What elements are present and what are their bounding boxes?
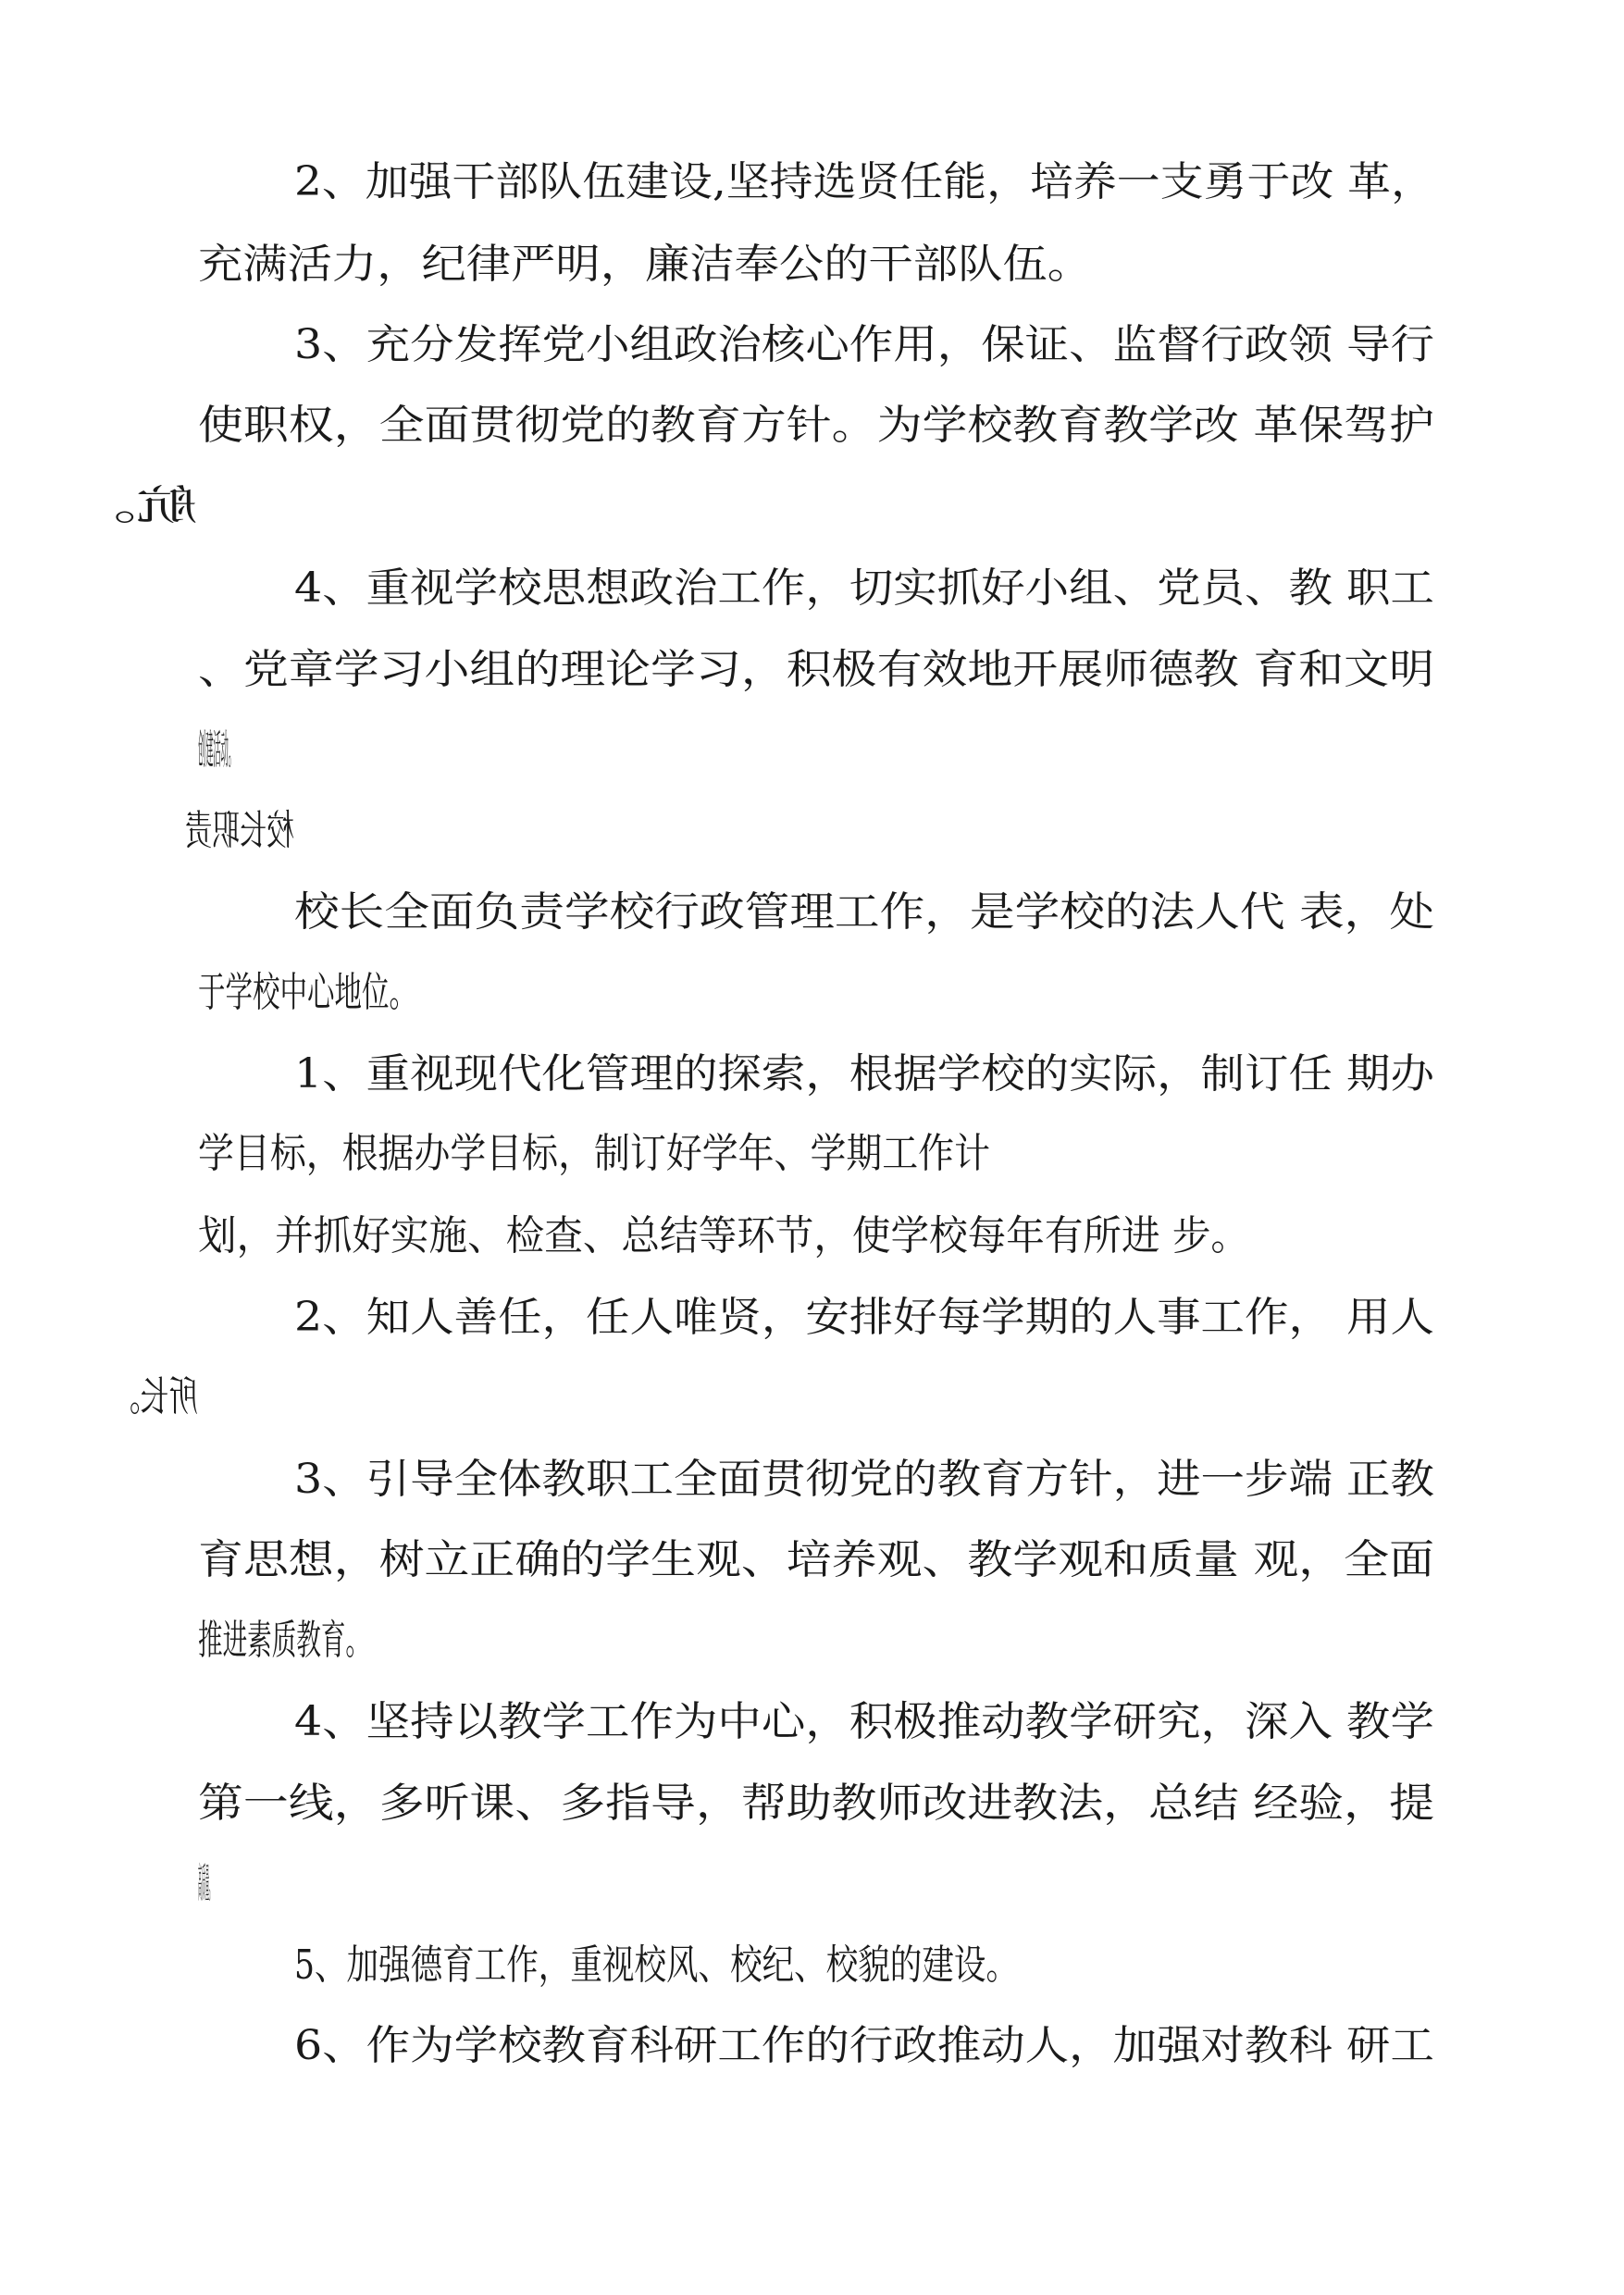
paragraph-line: 校长全面负责学校行政管理工作，是学校的法人代 表，处 xyxy=(294,888,1434,936)
paragraph-line: 高质量。 xyxy=(198,1860,213,1907)
section-heading: 校长职责 xyxy=(185,807,294,854)
paragraph-line: 5、加强德育工作，重视校风、校纪、校貌的建设。 xyxy=(294,1941,1018,1989)
paragraph-line: 所长。 xyxy=(111,1373,198,1420)
paragraph-line: 6、作为学校教育科研工作的行政推动人，加强对教科 研工 xyxy=(294,2022,1434,2069)
paragraph-line: 1、重视现代化管理的探索，根据学校的实际，制订任 期办 xyxy=(294,1050,1434,1098)
paragraph-line: 4、重视学校思想政治工作，切实抓好小组、党员、教 职工 xyxy=(294,564,1434,612)
paragraph-line: 充满活力，纪律严明，廉洁奉公的干部队伍。 xyxy=(198,241,1092,288)
paragraph-line: 2、知人善任，任人唯贤，安排好每学期的人事工作， 用人 xyxy=(294,1294,1434,1341)
paragraph-line: 航。 xyxy=(74,482,198,529)
paragraph-line: 3、引导全体教职工全面贯彻党的教育方针，进一步端 正教 xyxy=(294,1456,1434,1503)
paragraph-line: 4、坚持以教学工作为中心，积极推动教学研究，深入 教学 xyxy=(294,1698,1434,1745)
paragraph-line: 3、充分发挥党小组政治核心作用，保证、监督行政领 导行 xyxy=(294,321,1434,368)
paragraph-line: 划，并抓好实施、检查、总结等环节，使学校每年有所进 步。 xyxy=(198,1212,1249,1259)
paragraph-line: 使职权，全面贯彻党的教育方针。为学校教育教学改 革保驾护 xyxy=(198,402,1434,449)
paragraph-line: 、党章学习小组的理论学习，积极有效地开展师德教 育和文明 xyxy=(198,646,1434,693)
paragraph-line: 推进素质教育。 xyxy=(198,1617,370,1664)
paragraph-line: 2、加强干部队伍建设,坚持选贤任能，培养一支勇于改 革， xyxy=(294,158,1434,205)
paragraph-line: 育思想，树立正确的学生观、培养观、教学观和质量 观，全面 xyxy=(198,1536,1434,1583)
paragraph-line: 创建活动。 xyxy=(198,726,236,774)
paragraph-line: 第一线，多听课、多指导，帮助教师改进教法，总结 经验，提 xyxy=(198,1780,1434,1827)
paragraph-line: 于学校中心地位。 xyxy=(198,969,416,1016)
paragraph-line: 学目标，根据办学目标，制订好学年、学期工作计 xyxy=(198,1130,990,1177)
